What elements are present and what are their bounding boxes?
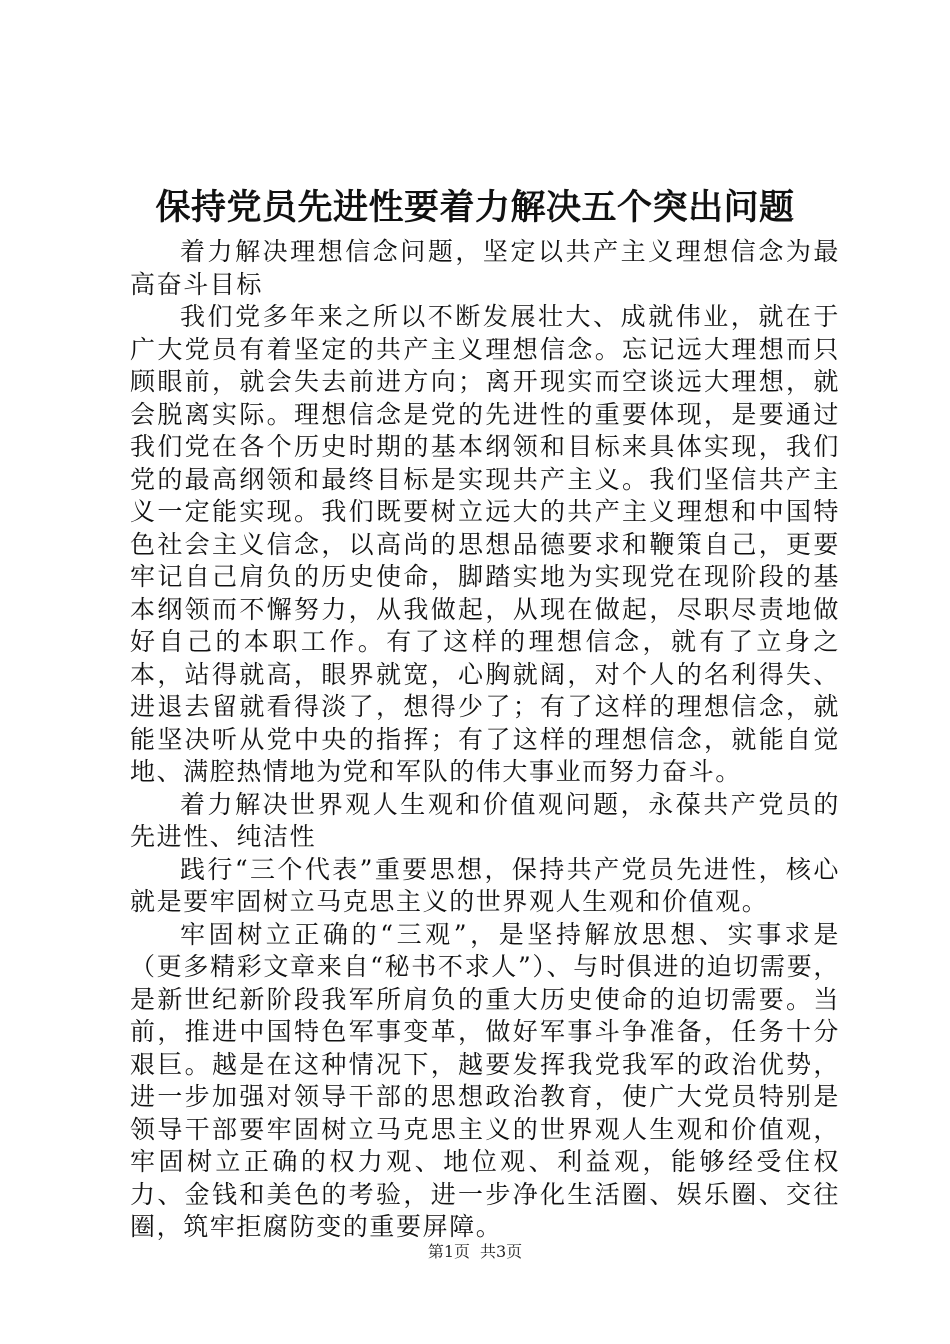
paragraph-heading-2: 着力解决世界观人生观和价值观问题，永葆共产党员的先进性、纯洁性	[130, 789, 840, 851]
paragraph-heading-1: 着力解决理想信念问题，坚定以共产主义理想信念为最高奋斗目标	[130, 237, 840, 299]
paragraph-1: 我们党多年来之所以不断发展壮大、成就伟业，就在于广大党员有着坚定的共产主义理想信念。忘记远大理想而只顾眼前，就会失去前进方向；离开现实而空谈远大理想，就会脱离实际。理想信念是党的先进性的重要体现，是要通过我们党在各个历史时期的基本纲领和目标来具体实现，我们党的最高纲领和最终目标是实现共产主义。我们坚信共产主义一定能实现。我们既要树立远大的共产主义理想和中国特色社会主义信念，以高尚的思想品德要求和鞭策自己，更要牢记自己肩负的历史使命，脚踏实地为实现党在现阶段的基本纲领而不懈努力，从我做起，从现在做起，尽职尽责地做好自己的本职工作。有了这样的理想信念，就有了立身之本，站得就高，眼界就宽，心胸就阔，对个人的名利得失、进退去留就看得淡了，想得少了；有了这样的理想信念，就能坚决听从党中央的指挥；有了这样的理想信念，就能自觉地、满腔热情地为党和军队的伟大事业而努力奋斗。	[130, 302, 840, 786]
paragraph-3: 牢固树立正确的“三观”，是坚持解放思想、实事求是（更多精彩文章来自“秘书不求人”）、与时俱进的迫切需要，是新世纪新阶段我军所肩负的重大历史使命的迫切需要。当前，推进中国特色军事变革，做好军事斗争准备，任务十分艰巨。越是在这种情况下，越要发挥我党我军的政治优势，进一步加强对领导干部的思想政治教育，使广大党员特别是领导干部要牢固树立马克思主义的世界观人生观和价值观，牢固树立正确的权力观、地位观、利益观，能够经受住权力、金钱和美色的考验，进一步净化生活圈、娱乐圈、交往圈，筑牢拒腐防变的重要屏障。	[130, 919, 840, 1241]
paragraph-2: 践行“三个代表”重要思想，保持共产党员先进性，核心就是要牢固树立马克思主义的世界观人生观和价值观。	[130, 854, 840, 916]
document-body	[130, 236, 840, 1244]
page-footer	[0, 1240, 950, 1264]
current-page-number: 第1页	[427, 1242, 470, 1261]
total-pages: 共3页	[480, 1242, 523, 1261]
document-title: 保持党员先进性要着力解决五个突出问题	[155, 187, 795, 228]
